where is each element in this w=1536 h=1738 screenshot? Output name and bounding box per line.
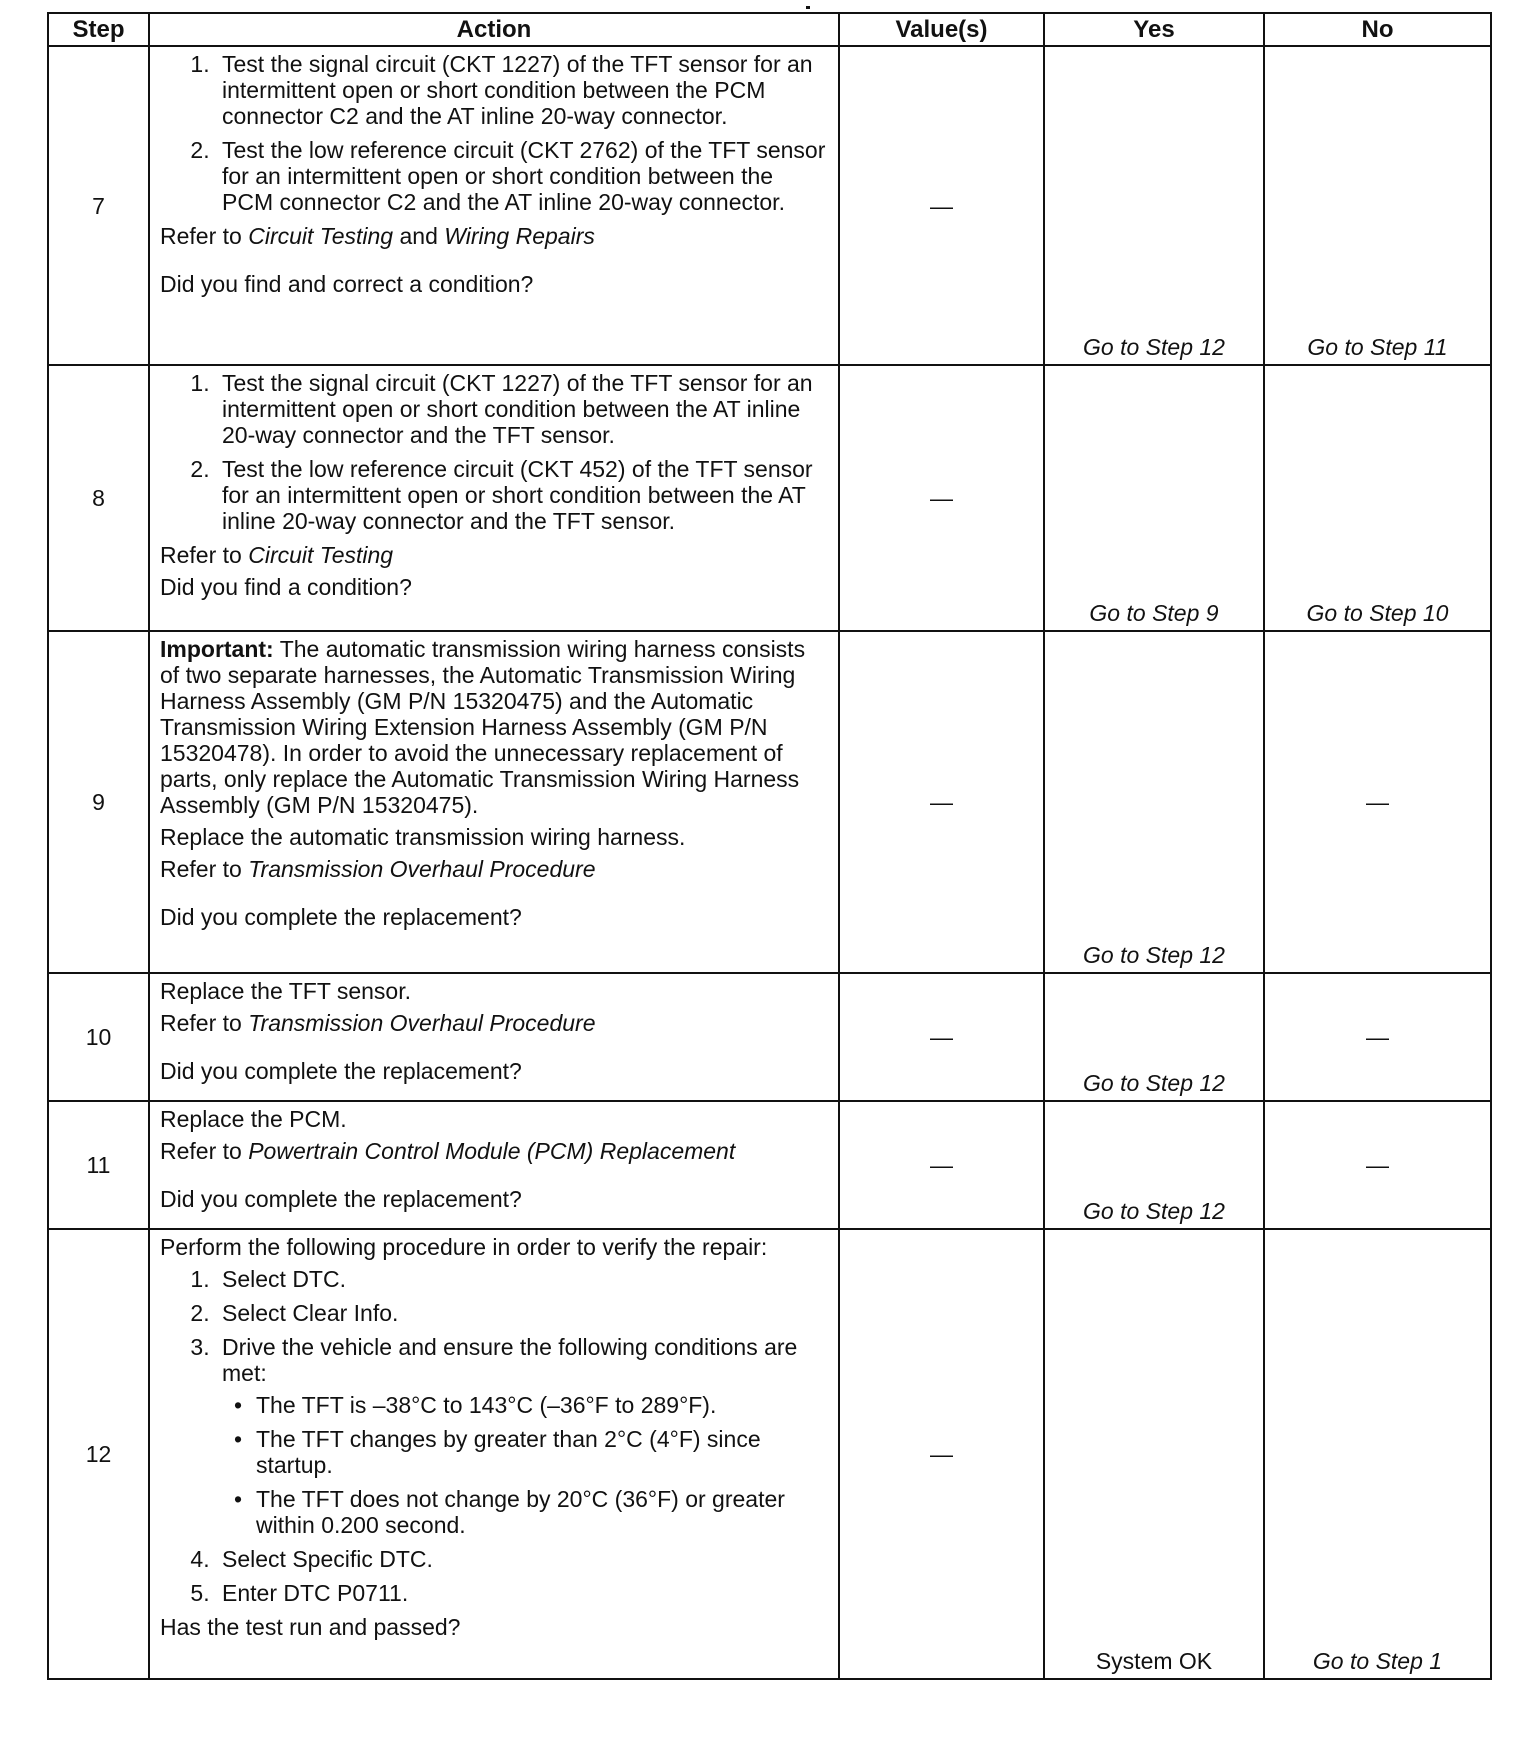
refer-conjunction: and: [399, 223, 438, 249]
important-note: [160, 636, 830, 818]
action-step: 2. Select Clear Info.: [216, 1300, 830, 1326]
step-number: 8: [48, 365, 149, 631]
step-number: 9: [48, 631, 149, 973]
table-row-step-10: [48, 973, 1491, 1101]
condition-list: [222, 1392, 830, 1538]
table-row-step-11: [48, 1101, 1491, 1229]
refer-prefix: Refer to: [160, 856, 242, 882]
table-row-step-7: [48, 46, 1491, 365]
no-cell: Go to Step 11: [1264, 46, 1491, 365]
instruction: Replace the PCM.: [160, 1106, 347, 1132]
condition-item: • The TFT changes by greater than 2°C (4°F) since startup.: [256, 1426, 830, 1478]
no-cell: —: [1264, 1101, 1491, 1229]
action-cell: [149, 365, 839, 631]
yes-cell: Go to Step 12: [1044, 631, 1264, 973]
scan-mark: [806, 6, 810, 9]
header-no: No: [1264, 13, 1491, 46]
action-step: 1. Test the signal circuit (CKT 1227) of the TFT sensor for an intermittent open or short condition between the AT inline 20-way connector and the TFT sensor.: [216, 370, 830, 448]
yes-cell: Go to Step 12: [1044, 1101, 1264, 1229]
step-number: 7: [48, 46, 149, 365]
step-number: 11: [48, 1101, 149, 1229]
action-step: 4. Select Specific DTC.: [216, 1546, 830, 1572]
no-cell: —: [1264, 631, 1491, 973]
table-row-step-9: [48, 631, 1491, 973]
action-cell: [149, 1101, 839, 1229]
value-cell: —: [839, 46, 1044, 365]
action-steps: [160, 370, 830, 534]
table-row-step-12: [48, 1229, 1491, 1679]
action-steps: [160, 51, 830, 215]
action-cell: [149, 631, 839, 973]
question: Did you find and correct a condition?: [160, 271, 534, 297]
refer-link: Powertrain Control Module (PCM) Replacement: [248, 1138, 736, 1164]
refer-prefix: Refer to: [160, 223, 242, 249]
refer-link: Circuit Testing: [248, 223, 394, 249]
no-cell: Go to Step 1: [1264, 1229, 1491, 1679]
step-number: 10: [48, 973, 149, 1101]
question: Did you complete the replacement?: [160, 1186, 522, 1212]
refer-line: [160, 1010, 830, 1036]
action-step: 1. Test the signal circuit (CKT 1227) of the TFT sensor for an intermittent open or short condition between the PCM connector C2 and the AT inline 20-way connector.: [216, 51, 830, 129]
important-text: The automatic transmission wiring harness consists of two separate harnesses, the Automatic Transmission Wiring Harness Assembly (GM P/N 15320475) and the Automatic Transmission Wiring Extension Harness Assembly (GM P/N 15320478). In order to avoid the unnecessary replacement of parts, only replace the Automatic Transmission Wiring Harness Assembly (GM P/N 15320475).: [160, 636, 806, 818]
refer-prefix: Refer to: [160, 542, 242, 568]
question: Has the test run and passed?: [160, 1614, 461, 1640]
action-step: 5. Enter DTC P0711.: [216, 1580, 830, 1606]
header-step: Step: [48, 13, 149, 46]
intro: Perform the following procedure in order to verify the repair:: [160, 1234, 768, 1260]
action-cell: [149, 973, 839, 1101]
refer-line: [160, 223, 830, 249]
yes-cell: System OK: [1044, 1229, 1264, 1679]
header-action: Action: [149, 13, 839, 46]
action-step: 2. Test the low reference circuit (CKT 2762) of the TFT sensor for an intermittent open or short condition between the PCM connector C2 and the AT inline 20-way connector.: [216, 137, 830, 215]
instruction: Replace the automatic transmission wiring harness.: [160, 824, 686, 850]
no-cell: Go to Step 10: [1264, 365, 1491, 631]
condition-item: • The TFT is –38°C to 143°C (–36°F to 289°F).: [256, 1392, 830, 1418]
header-yes: Yes: [1044, 13, 1264, 46]
refer-line: [160, 1138, 830, 1164]
action-step-text: Drive the vehicle and ensure the following conditions are met:: [222, 1334, 798, 1386]
header-row: [48, 13, 1491, 46]
refer-prefix: Refer to: [160, 1138, 242, 1164]
refer-link: Wiring Repairs: [444, 223, 595, 249]
value-cell: —: [839, 973, 1044, 1101]
important-label: Important:: [160, 636, 274, 662]
value-cell: —: [839, 631, 1044, 973]
refer-link: Circuit Testing: [248, 542, 394, 568]
value-cell: —: [839, 365, 1044, 631]
refer-prefix: Refer to: [160, 1010, 242, 1036]
refer-line: [160, 542, 830, 568]
header-values: Value(s): [839, 13, 1044, 46]
instruction: Replace the TFT sensor.: [160, 978, 412, 1004]
action-step: 2. Test the low reference circuit (CKT 452) of the TFT sensor for an intermittent open or short condition between the AT inline 20-way connector and the TFT sensor.: [216, 456, 830, 534]
question: Did you complete the replacement?: [160, 1058, 522, 1084]
refer-link: Transmission Overhaul Procedure: [248, 1010, 596, 1036]
question: Did you find a condition?: [160, 574, 412, 600]
refer-line: [160, 856, 830, 882]
action-step: [216, 1334, 830, 1538]
yes-cell: Go to Step 12: [1044, 46, 1264, 365]
diagnostic-table: [47, 12, 1492, 1680]
action-steps: [160, 1266, 830, 1606]
table-row-step-8: [48, 365, 1491, 631]
step-number: 12: [48, 1229, 149, 1679]
value-cell: —: [839, 1101, 1044, 1229]
yes-cell: Go to Step 9: [1044, 365, 1264, 631]
question: Did you complete the replacement?: [160, 904, 522, 930]
refer-link: Transmission Overhaul Procedure: [248, 856, 596, 882]
no-cell: —: [1264, 973, 1491, 1101]
action-cell: [149, 1229, 839, 1679]
action-step: 1. Select DTC.: [216, 1266, 830, 1292]
condition-item: • The TFT does not change by 20°C (36°F) or greater within 0.200 second.: [256, 1486, 830, 1538]
value-cell: —: [839, 1229, 1044, 1679]
yes-cell: Go to Step 12: [1044, 973, 1264, 1101]
action-cell: [149, 46, 839, 365]
